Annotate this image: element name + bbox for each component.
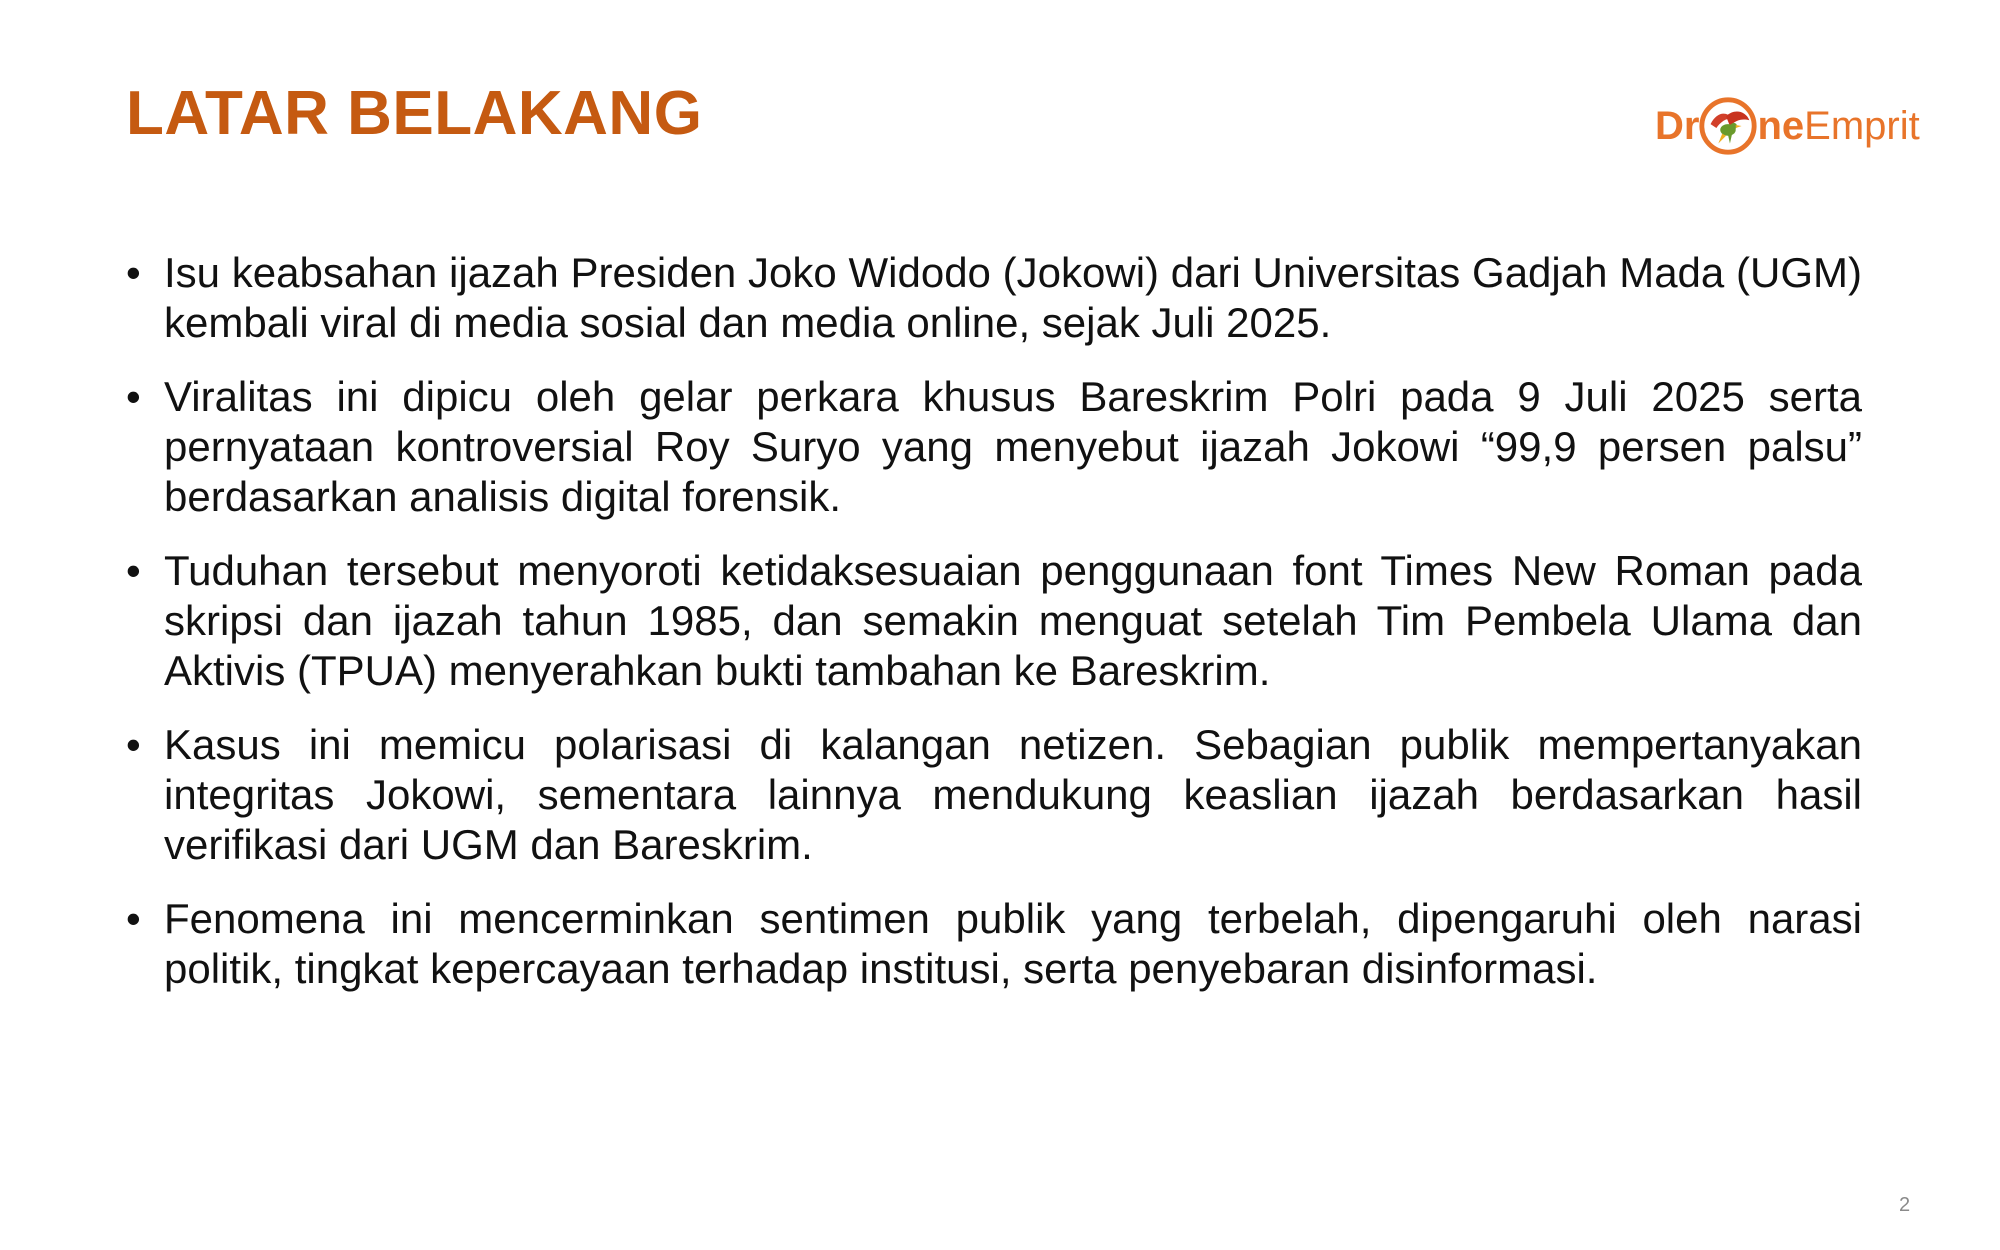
bullet-item: • Isu keabsahan ijazah Presiden Joko Widodo (Jokowi) dari Universitas Gadjah Mada (UGM) kembali viral di media sosial dan media online, sejak Juli 2025. [126, 248, 1862, 348]
logo-text-ne: ne [1757, 103, 1805, 148]
droneemprit-logo [1655, 86, 1920, 166]
bullet-item: • Kasus ini memicu polarisasi di kalangan netizen. Sebagian publik mempertanyakan integritas Jokowi, sementara lainnya mendukung keaslian ijazah berdasarkan hasil verifikasi dari UGM dan Bareskrim. [126, 720, 1862, 870]
logo-text-dr: Dr [1655, 103, 1700, 148]
bullet-item: • Viralitas ini dipicu oleh gelar perkara khusus Bareskrim Polri pada 9 Juli 2025 serta pernyataan kontroversial Roy Suryo yang menyebut ijazah Jokowi “99,9 persen palsu” berdasarkan analisis digital forensik. [126, 372, 1862, 522]
bullet-list [126, 248, 1862, 1018]
bullet-item: • Tuduhan tersebut menyoroti ketidaksesuaian penggunaan font Times New Roman pada skripsi dan ijazah tahun 1985, dan semakin menguat setelah Tim Pembela Ulama dan Aktivis (TPUA) menyerahkan bukti tambahan ke Bareskrim. [126, 546, 1862, 696]
logo-text-emprit: Emprit [1804, 103, 1920, 148]
page-number: 2 [1899, 1194, 1911, 1216]
slide-title: LATAR BELAKANG [126, 79, 703, 148]
bullet-item: • Fenomena ini mencerminkan sentimen publik yang terbelah, dipengaruhi oleh narasi politik, tingkat kepercayaan terhadap institusi, serta penyebaran disinformasi. [126, 894, 1862, 994]
bird-in-circle-logo-icon [1697, 95, 1759, 157]
